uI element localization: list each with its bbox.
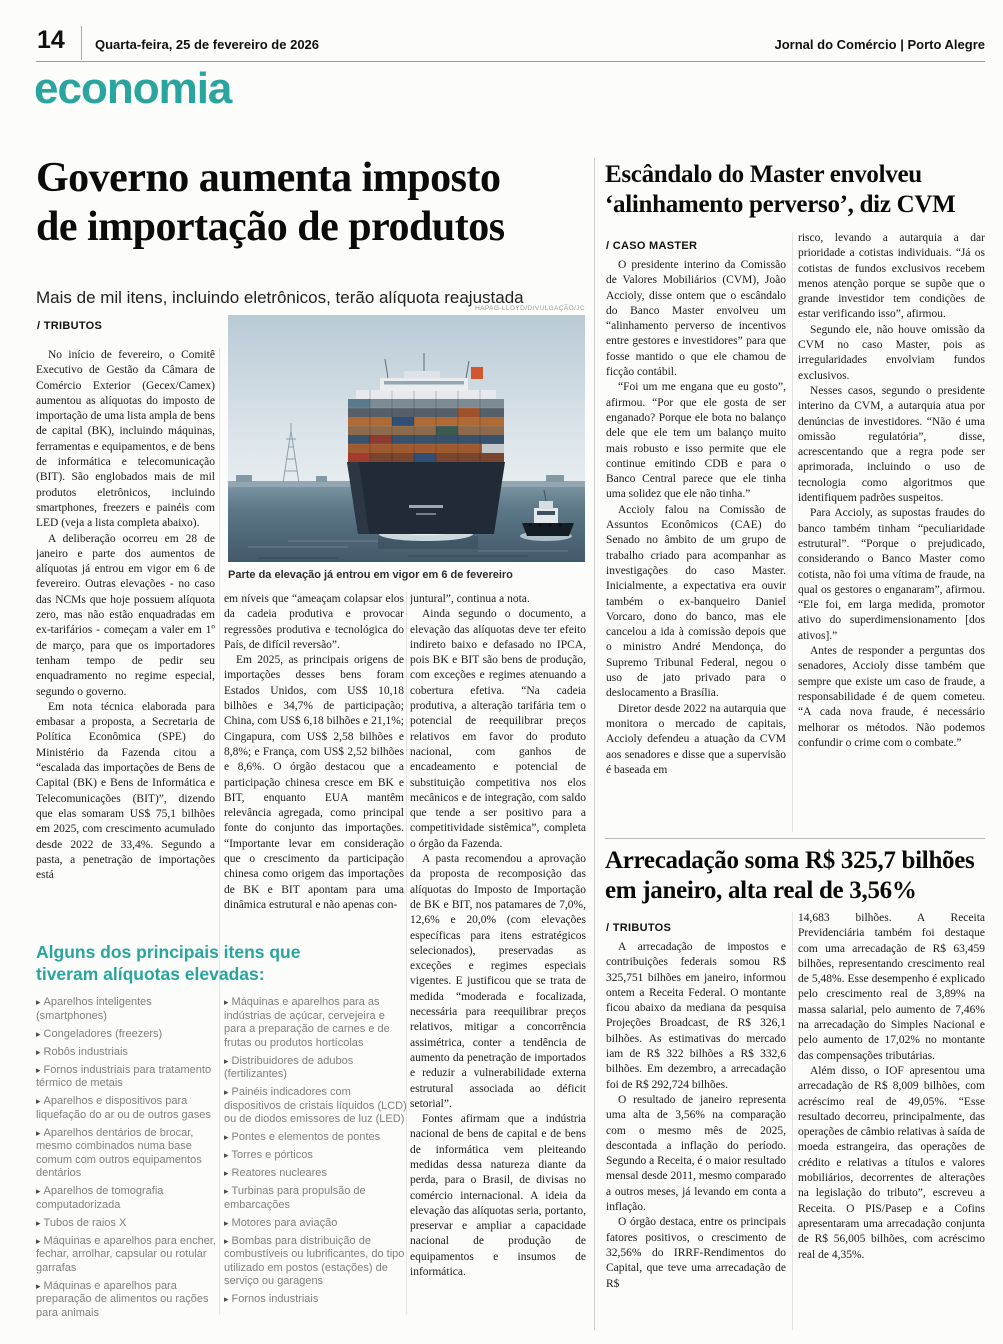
paragraph: Em nota técnica elaborada para embasar a proposta, a Secretaria de Política Econômica (SPE) do Ministério da Fazenda citou a “escalada das importações de Bens de Capital (BK) e Bens de Informática e Telecomunicações (BIT)”, dizendo que elas somaram US$ 75,1 bilhões em 2025, com crescimento acumulado desde 2022 de 33,4%. Segundo a pasta, a penetração de importações está — [36, 700, 215, 882]
cvm-article-column-2 — [798, 231, 985, 837]
list-item — [36, 1064, 220, 1091]
paragraph: Além disso, o IOF apresentou uma arrecadação de R$ 8,009 bilhões, com acréscimo real de 49,05%. “Esse resultado decorreu, principalmente, das operações de câmbio relativas à saída de moeda estrangeira, das operações de crédito e relativas a títulos e valores mobiliários, decorrentes de alterações na legislação do tributo”, escreveu a Receita. O PIS/Pasep e a Cofins apresentaram uma arrecadação conjunta de R$ 56,005 bilhões, com acréscimo real de 4,35%. — [798, 1064, 985, 1261]
arrow-bullet-icon: ▸ — [224, 997, 229, 1007]
list-item-text: Motores para aviação — [231, 1216, 338, 1229]
paragraph: A arrecadação de impostos e contribuições federais somou R$ 325,751 bilhões em janeiro, informou ontem a Receita Federal. O montante ficou abaixo da mediana da pesquisa Projeções Broadcast, de R$ 326,1 bilhões. As estimativas do mercado iam de R$ 322 bilhões a R$ 332,6 bilhões. Em dezembro, a arrecadação foi de R$ 292,724 bilhões. — [606, 941, 786, 1091]
list-item-text: Congeladores (freezers) — [43, 1027, 163, 1040]
list-item — [224, 1293, 408, 1307]
page-number: 14 — [37, 26, 65, 54]
paragraph: em níveis que “ameaçam colapsar elos da cadeia produtiva e provocar regressões produtiva e tecnológica do País, de difícil reversão”. — [224, 593, 404, 651]
list-item-text: Robôs industriais — [43, 1045, 128, 1058]
headline-line: Escândalo do Master envolveu — [605, 161, 922, 188]
header-rule — [36, 61, 985, 62]
highlight-list-column-2 — [224, 996, 408, 1311]
revenue-kicker: / TRIBUTOS — [606, 922, 672, 934]
paragraph: A pasta recomendou a aprovação da proposta de recomposição das alíquotas do Imposto de Importação de BK e BIT, nos patamares de 7,0%, 12,6% e 20,0% (com elevações específicas para itens estratégicos selecionados), preservadas as exceções e regimes especiais vigentes. E justificou que se trata de medida “moderada e focalizada, necessária para reequilibrar preços relativos, mitigar a concorrência assimétrica, conter a tendência de aumento da penetração de importados e reduzir a vulnerabilidade externa estrutural associada ao déficit setorial”. — [410, 853, 586, 1110]
revenue-headline — [605, 846, 990, 905]
list-item — [224, 996, 408, 1050]
list-item-text: Fornos industriais para tratamento térmico de metais — [36, 1063, 212, 1089]
list-item-text: Bombas para distribuição de combustíveis ou lubrificantes, do tipo utilizado em postos (estações) de serviço ou garagens — [224, 1234, 405, 1287]
paragraph: Em 2025, as principais origens de importações desses bens foram Estados Unidos, com US$ 10,18 bilhões e 34,7% de participação; China, com US$ 6,18 bilhões e 21,1%; Cingapura, com US$ 2,58 bilhões e 8,8%; e França, com US$ 2,52 bilhões e 8,6%. O órgão destacou que a participação chinesa cresce em BK e BIT, enquanto EUA mantêm relevância agregada, como principal fonte do conjunto das importações. “Importante levar em consideração que o crescimento da participação chinesa como origem das importações de BK e BIT apontam para uma dinâmica estrutural e não apenas con- — [224, 654, 404, 911]
list-item-text: Máquinas e aparelhos para as indústrias de açúcar, cervejeira e para a preparação de carnes e de frutas ou produtos hortícolas — [224, 996, 390, 1049]
arrow-bullet-icon: ▸ — [36, 997, 41, 1007]
arrow-bullet-icon: ▸ — [36, 1046, 41, 1057]
list-item — [224, 1149, 408, 1163]
ship-photo-illustration — [228, 315, 585, 562]
main-article-column-1 — [36, 348, 215, 938]
main-article-column-2 — [224, 592, 404, 936]
list-item-text: Torres e pórticos — [231, 1149, 313, 1161]
paragraph: Nesses casos, segundo o presidente interino da CVM, a autarquia atua por denúncias de investidores. “Não é uma omissão regulatória”, disse, acrescentando que a regra pode ser aprimorada, incluindo o uso de tecnologia como algoritmos que identifiquem padrões suspeitos. — [798, 384, 985, 505]
list-item — [36, 1028, 220, 1042]
cvm-kicker: / CASO MASTER — [606, 240, 698, 252]
main-headline — [36, 154, 541, 252]
list-item — [36, 996, 220, 1023]
paragraph: Para Accioly, as supostas fraudes do banco também tinham “peculiaridade estrutural”. “Porque o prejudicado, considerando o Banco Master como cotista, não foi uma vítima de fraude, na qual os gestores o enganaram”, afirmou. “Ele foi, em larga medida, promotor ativo do superdimensionamento [dos ativos].” — [798, 507, 985, 642]
list-item — [224, 1185, 408, 1212]
paragraph: Segundo ele, não houve omissão da CVM no caso Master, pois as irregularidades envolviam fundos exclusivos. — [798, 323, 985, 382]
list-item-text: Máquinas e aparelhos para encher, fechar, arrolhar, capsular ou rotular garrafas — [36, 1234, 216, 1274]
header-divider — [81, 26, 82, 60]
headline-line: tiveram alíquotas elevadas: — [36, 964, 265, 984]
list-item-text: Tubos de raios X — [43, 1216, 127, 1229]
revenue-article-column-1 — [606, 940, 786, 1314]
arrow-bullet-icon: ▸ — [224, 1235, 229, 1246]
paragraph: risco, levando a autarquia a dar prioridade a cotistas individuais. “Já os cotistas de fundos exclusivos recebem menos atenção porque se supõe que o grande investidor tem condições de estar verificando isso”, afirmou. — [798, 232, 985, 321]
list-item — [224, 1086, 408, 1127]
list-item — [224, 1167, 408, 1181]
arrow-bullet-icon: ▸ — [224, 1186, 229, 1196]
list-item — [224, 1131, 408, 1145]
arrow-bullet-icon: ▸ — [36, 1096, 41, 1106]
cvm-article-column-1 — [606, 258, 786, 836]
headline-line: Alguns dos principais itens que — [36, 942, 301, 962]
list-item — [224, 1235, 408, 1289]
paragraph: Ainda segundo o documento, a elevação das alíquotas deve ter efeito indireto baixo e defasado no IPCA, pois BK e BIT são bens de produção, com exceções e regimes atenuando a cobertura efetiva. “Na cadeia produtiva, a alteração tarifária tem o potencial de reequilibrar preços relativos em favor do produto nacional, com ganhos de encadeamento e potencial de substituição competitiva nos elos mecânicos e de integração, com saldo que tende a ser positivo para a competitividade sistêmica”, completa o órgão da Fazenda. — [410, 608, 586, 850]
arrow-bullet-icon: ▸ — [36, 1028, 41, 1039]
headline-line: de importação de produtos — [36, 204, 505, 250]
paragraph: Fontes afirmam que a indústria nacional de bens de capital e de bens de informática vem pleiteando medidas dessa natureza diante da perda, para o Brasil, de divisas no comércio internacional. A ideia da elevação das alíquotas seria, portanto, preservar e ampliar a capacidade nacional de produção de equipamentos e insumos de informática. — [410, 1113, 586, 1279]
paragraph: O presidente interino da Comissão de Valores Mobiliários (CVM), João Accioly, disse ontem que o escândalo do Banco Master envolveu um “alinhamento perverso de incentivos entre gestores e investidores” para que fosse mantido o que ele chamou de ficção contábil. — [606, 259, 786, 379]
container-ship-photo — [228, 315, 585, 562]
arrow-bullet-icon: ▸ — [224, 1150, 229, 1160]
story-divider-rule — [605, 838, 985, 839]
arrow-bullet-icon: ▸ — [224, 1055, 229, 1066]
paragraph: 14,683 bilhões. A Receita Previdenciária também foi destaque com uma arrecadação de R$ 63,459 bilhões, representando crescimento real de 5,48%. Esse desempenho é explicado pelo crescimento real de 3,89% na massa salarial, pelo aumento de 7,46% na arrecadação do Simples Nacional e pelo aumento de 17,02% no montante das compensações tributárias. — [798, 912, 985, 1062]
list-item-text: Aparelhos de tomografia computadorizada — [36, 1185, 164, 1211]
section-title: economia — [34, 64, 232, 113]
arrow-bullet-icon: ▸ — [36, 1186, 41, 1196]
list-item — [36, 1095, 220, 1122]
list-item-text: Pontes e elementos de pontes — [231, 1131, 381, 1143]
paragraph: “Foi um me engana que eu gosto”, afirmou. “Por que ele gosta de ser enganado? Porque ele bota no balanço dele que ele tem um balanço muito mais robusto e isso permite que ele continue emitindo CDB e para o Banco Central parece que ele tinha uma solidez que ele não tinha.” — [606, 381, 786, 501]
main-article-column-3 — [410, 592, 586, 1316]
paragraph: O órgão destaca, entre os principais fatores positivos, o crescimento de 32,56% do IRRF-Rendimentos do Capital, que teve uma arrecadação de R$ — [606, 1216, 786, 1290]
photo-caption: Parte da elevação já entrou em vigor em 6 de fevereiro — [228, 569, 513, 581]
photo-credit: HAPAG-LLOYD/DIVULGAÇÃO/JC — [475, 305, 585, 312]
list-item — [36, 1127, 220, 1181]
headline-line: ‘alinhamento perverso’, diz CVM — [605, 190, 956, 218]
column-rule — [792, 912, 793, 1330]
list-item-text: Aparelhos dentários de brocar, mesmo combinados numa base comum com outros equipamentos dentários — [36, 1126, 202, 1179]
revenue-article-column-2 — [798, 911, 985, 1335]
arrow-bullet-icon: ▸ — [224, 1294, 229, 1304]
arrow-bullet-icon: ▸ — [36, 1235, 41, 1246]
list-item — [36, 1217, 220, 1231]
arrow-bullet-icon: ▸ — [36, 1064, 41, 1075]
center-column-rule — [594, 158, 595, 1330]
arrow-bullet-icon: ▸ — [36, 1280, 41, 1291]
headline-line: em janeiro, alta real de 3,56% — [605, 876, 917, 904]
arrow-bullet-icon: ▸ — [224, 1217, 229, 1228]
list-item — [36, 1046, 220, 1060]
main-subhead: Mais de mil itens, incluindo eletrônicos, terão alíquota reajustada — [36, 288, 524, 307]
paragraph: A deliberação ocorreu em 28 de janeiro e parte dos aumentos de alíquotas já entrou em vigor em 6 de fevereiro. Outras elevações - no caso das NCMs que hoje possuem alíquota zero, mas não estão enquadradas em ex-tarifários - começam a valer em 1º de março, para que os importadores tenham tempo de pedir seu enquadramento no regime especial, segundo o governo. — [36, 532, 215, 698]
list-item — [224, 1055, 408, 1082]
masthead: Jornal do Comércio | Porto Alegre — [774, 37, 985, 52]
arrow-bullet-icon: ▸ — [224, 1132, 229, 1142]
list-item — [224, 1217, 408, 1231]
arrow-bullet-icon: ▸ — [224, 1087, 229, 1097]
page-date: Quarta-feira, 25 de fevereiro de 2026 — [95, 37, 320, 52]
arrow-bullet-icon: ▸ — [224, 1168, 229, 1178]
list-item — [36, 1235, 220, 1276]
column-rule — [792, 232, 793, 832]
paragraph: Accioly falou na Comissão de Assuntos Econômicos (CAE) do Senado no âmbito de um grupo de trabalho criado para acompanhar as investigações do caso Master. Inicialmente, a expectativa era ouvir também o ex-banqueiro Daniel Vorcaro, dono do banco, mas ele cancelou a ida à comissão depois que o ministro André Mendonça, do Supremo Tribunal Federal, negou o uso de jato privado para o deslocamento a Brasília. — [606, 503, 786, 700]
headline-line: Arrecadação soma R$ 325,7 bilhões — [605, 847, 975, 874]
paragraph: Antes de responder a perguntas dos senadores, Accioly disse também que sempre que existe um caso de fraude, a responsabilidade é de quem cometeu. “A cada nova fraude, é necessário melhorar os métodos. Não podemos confundir o crime com o combate.” — [798, 645, 985, 749]
paragraph: No início de fevereiro, o Comitê Executivo de Gestão da Câmara de Comércio Exterior (Gecex/Camex) aumentou as alíquotas do imposto de importação de uma lista ampla de bens de capital (BK), incluindo máquinas, ferramentas e equipamentos, e de bens de informática e telecomunicação (BIT). São englobados mais de mil produtos eletrônicos, incluindo smartphones, freezers e painéis com LED (veja a lista completa abaixo). — [36, 349, 215, 530]
list-item — [36, 1185, 220, 1212]
arrow-bullet-icon: ▸ — [36, 1217, 41, 1228]
paragraph: O resultado de janeiro representa uma alta de 3,56% na comparação com o mesmo mês de 2025, descontada a inflação do período. Segundo a Receita, é o maior resultado mensal desde 2011, mesmo comparado a outros meses, já levando em conta a inflação. — [606, 1093, 786, 1214]
list-item-text: Fornos industriais — [231, 1293, 319, 1305]
main-kicker: / TRIBUTOS — [37, 320, 103, 332]
list-item-text: Painéis indicadores com dispositivos de cristais líquidos (LCD) ou de diodos emissores de luz (LED) — [224, 1086, 407, 1125]
highlight-list-heading — [36, 941, 300, 985]
list-item-text: Aparelhos e dispositivos para liquefação do ar ou de outros gases — [36, 1095, 211, 1121]
list-item-text: Turbinas para propulsão de embarcações — [224, 1185, 366, 1211]
list-item-text: Distribuidores de adubos (fertilizantes) — [224, 1054, 354, 1080]
list-item-text: Máquinas e aparelhos para preparação de alimentos ou rações para animais — [36, 1279, 209, 1319]
list-item-text: Reatores nucleares — [231, 1167, 327, 1179]
highlight-list-column-1 — [36, 996, 220, 1325]
list-item-text: Aparelhos inteligentes (smartphones) — [36, 996, 152, 1022]
cvm-headline — [605, 160, 990, 219]
arrow-bullet-icon: ▸ — [36, 1127, 41, 1138]
paragraph: Diretor desde 2022 na autarquia que monitora o mercado de capitais, Accioly defendeu a atuação da CVM aos senadores e disse que a supervisão é baseada em — [606, 702, 786, 776]
paragraph: juntural”, continua a nota. — [410, 593, 530, 605]
list-item — [36, 1280, 220, 1321]
headline-line: Governo aumenta imposto — [36, 155, 501, 201]
